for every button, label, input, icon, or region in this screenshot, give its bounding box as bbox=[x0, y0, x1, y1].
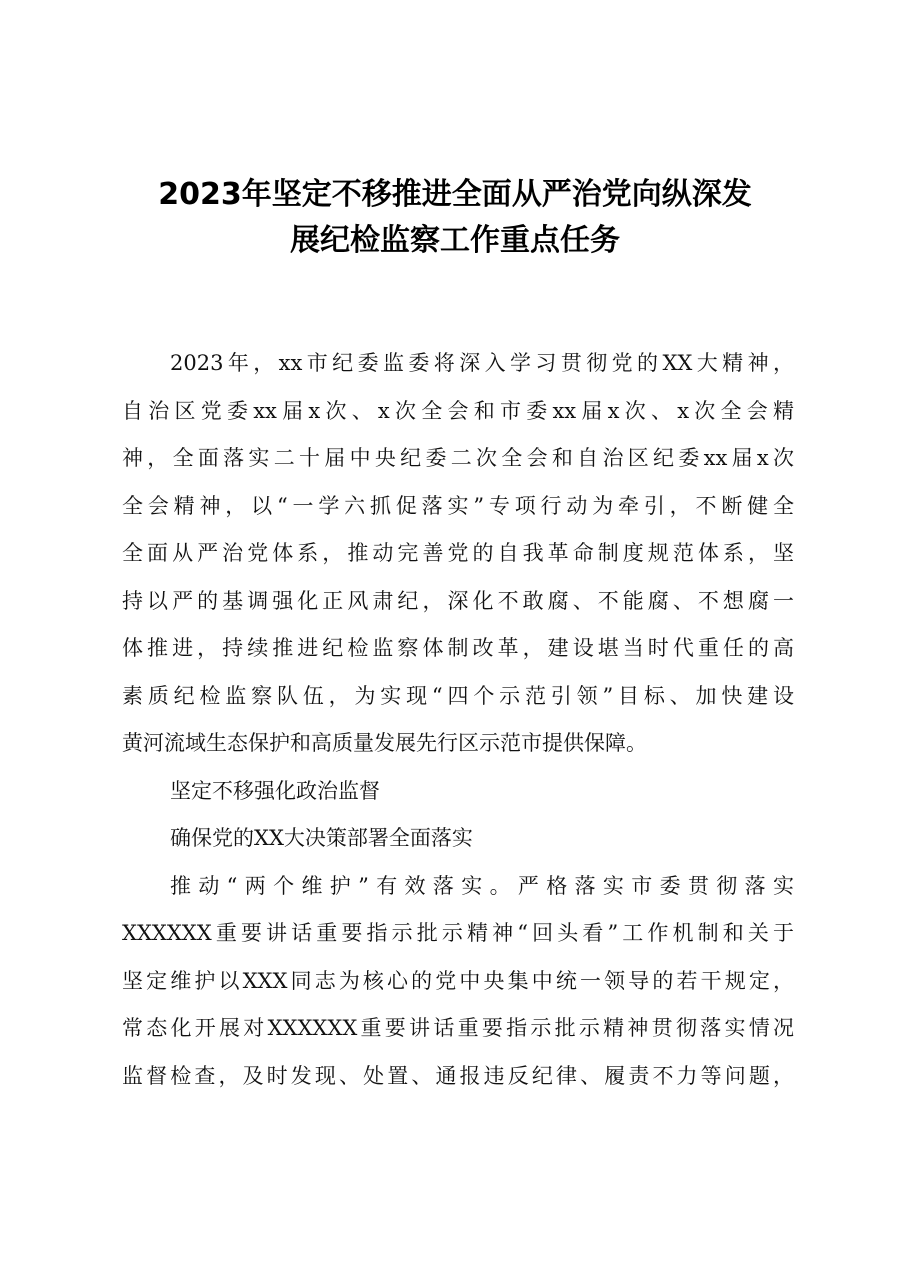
paragraph-1-line: 自治区党委xx届x次、x次全会和市委xx届x次、x次全会精 bbox=[122, 399, 794, 423]
paragraph-2-line: 监督检查，及时发现、处置、通报违反纪律、履责不力等问题， bbox=[122, 1064, 794, 1088]
paragraph-1-line: 全面从严治党体系，推动完善党的自我革命制度规范体系，坚 bbox=[122, 541, 794, 565]
paragraph-1-line: 神，全面落实二十届中央纪委二次全会和自治区纪委xx届x次 bbox=[122, 446, 794, 470]
paragraph-1-line: 素质纪检监察队伍，为实现“四个示范引领”目标、加快建设 bbox=[122, 684, 794, 708]
paragraph-1-line: 体推进，持续推进纪检监察体制改革，建设堪当时代重任的高 bbox=[122, 636, 794, 660]
section-subheading: 确保党的XX大决策部署全面落实 bbox=[170, 826, 473, 850]
paragraph-2-line: 常态化开展对XXXXXX重要讲话重要指示批示精神贯彻落实情况 bbox=[122, 1016, 794, 1040]
paragraph-1-line: 持以严的基调强化正风肃纪，深化不敢腐、不能腐、不想腐一 bbox=[122, 589, 794, 613]
paragraph-2-line: XXXXXX重要讲话重要指示批示精神“回头看”工作机制和关于 bbox=[122, 921, 794, 945]
document-title-line-2: 展纪检监察工作重点任务 bbox=[290, 223, 620, 258]
document-title-line-1: 2023年坚定不移推进全面从严治党向纵深发 bbox=[158, 177, 752, 212]
section-heading: 坚定不移强化政治监督 bbox=[170, 779, 380, 803]
paragraph-2-line: 推动“两个维护”有效落实。严格落实市委贯彻落实 bbox=[170, 874, 794, 898]
paragraph-1-line: 黄河流域生态保护和高质量发展先行区示范市提供保障。 bbox=[122, 731, 647, 755]
paragraph-1-line: 全会精神，以“一学六抓促落实”专项行动为牵引，不断健全 bbox=[122, 494, 794, 518]
paragraph-1-line: 2023年，xx市纪委监委将深入学习贯彻党的XX大精神， bbox=[170, 351, 794, 375]
paragraph-2-line: 坚定维护以XXX同志为核心的党中央集中统一领导的若干规定， bbox=[122, 969, 794, 993]
